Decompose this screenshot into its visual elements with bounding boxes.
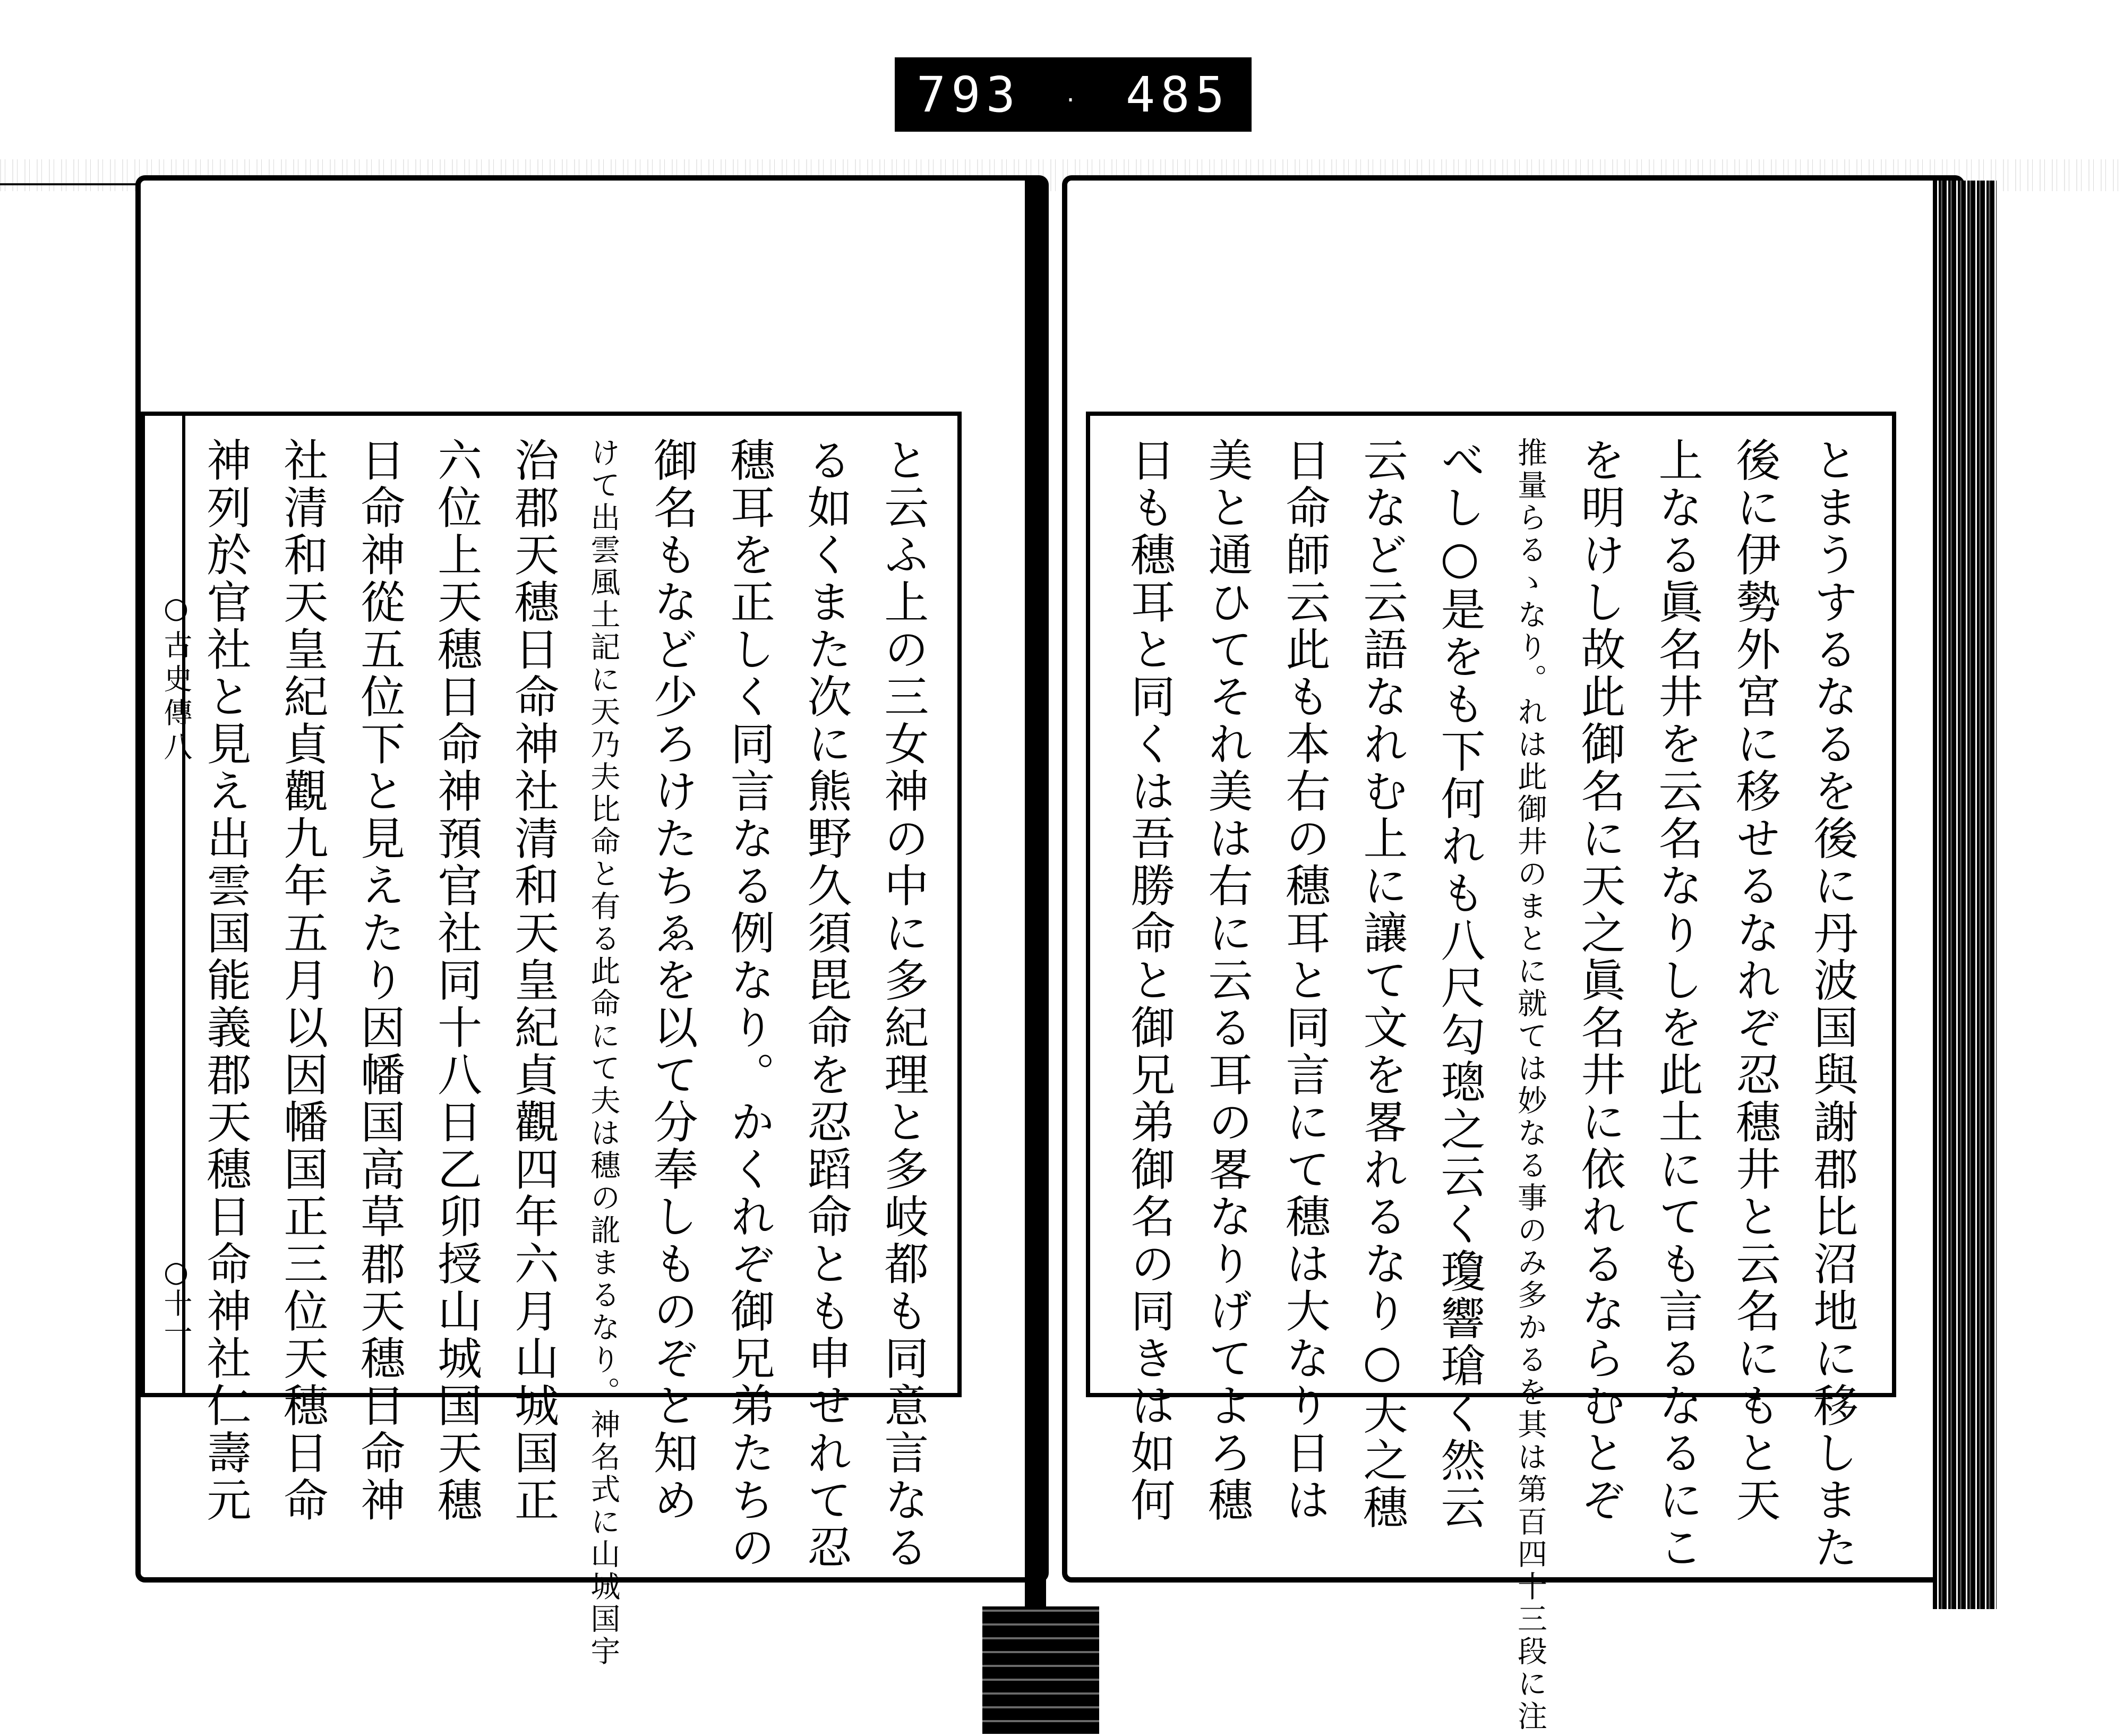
right-text-columns [1124,437,1858,1733]
text-column: 治郡天穗日命神社清和天皇紀貞觀四年六月山城国正 [507,437,560,1524]
right-page [1062,175,1965,1733]
text-column: 六位上天穗日命神預官社同十八日乙卯授山城国天穗 [430,437,483,1524]
running-head: ○古史傳八 [159,591,193,766]
left-text-columns [200,437,929,1668]
text-column: 社清和天皇紀貞觀九年五月以因幡国正三位天穗日命 [276,437,329,1524]
text-column: る如くまた次に熊野久須毘命を忍蹈命とも申せれて忍 [800,437,852,1571]
text-column: 云など云語なれむ上に讓て文を畧れるなり○天之穗 [1356,437,1408,1532]
stamp-separator: . [1064,82,1083,107]
text-column: 後に伊勢外宮に移せるなれぞ忍穗井と云名にもと天 [1729,437,1781,1524]
text-column: 日も穗耳と同くは吾勝命と御兄弟御名の同きは如何 [1124,437,1176,1524]
text-column: 穗耳を正しく同言なる例なり。かくれぞ御兄弟たちの [723,437,776,1571]
text-column: 日命師云此も本右の穗耳と同言にて穗は大なり日は [1279,437,1331,1524]
text-column: を明けし故此御名に天之眞名井に依れるならむとぞ [1574,437,1626,1524]
page-edges [1933,181,1997,1609]
book-spine [1025,181,1046,1636]
text-column: 日命神從五位下と見えたり因幡国高草郡天穗日命神 [353,437,406,1524]
page-number: ○十一 [159,1255,193,1346]
left-page [135,175,1049,1668]
stamp-left-number: 793 [916,66,1021,123]
stamp-right-number: 485 [1125,66,1230,123]
text-column: 御名もなど少ろけたちゑを以て分奉しものぞと知め [646,437,699,1524]
scan-edge-rule [0,183,138,185]
text-column-small-print: 推量らるゝなり。れは此御井のまとに就ては妙なる事のみ多かるを其は第百四十三段に注 [1513,437,1547,1733]
text-column: べし○是をも下何れも八尺勾璁之云く瓊響瑲く然云 [1434,437,1486,1532]
margin-rule [182,416,185,1393]
right-text-frame [1086,412,1896,1733]
text-column: 美と通ひてそれ美は右に云る耳の畧なりげてよろ穗 [1201,437,1253,1524]
text-column: と云ふ上の三女神の中に多紀理と多岐都も同意言なる [877,437,929,1571]
text-column-small-print: けて出雲風土記に天乃夫比命と有る此命にて夫は穗の訛まるなり。神名式に山城国宇 [586,437,621,1668]
text-column: 神列於官社と見え出雲国能義郡天穗日命神社仁壽元 [200,437,252,1524]
archive-stamp [895,57,1252,132]
text-column: とまうするなるを後に丹波国與謝郡比沼地に移しまた [1806,437,1858,1571]
text-column: 上なる眞名井を云名なりしを此土にても言るなるにこ [1651,437,1703,1571]
spine-foot [982,1606,1099,1734]
left-text-frame [141,412,962,1668]
